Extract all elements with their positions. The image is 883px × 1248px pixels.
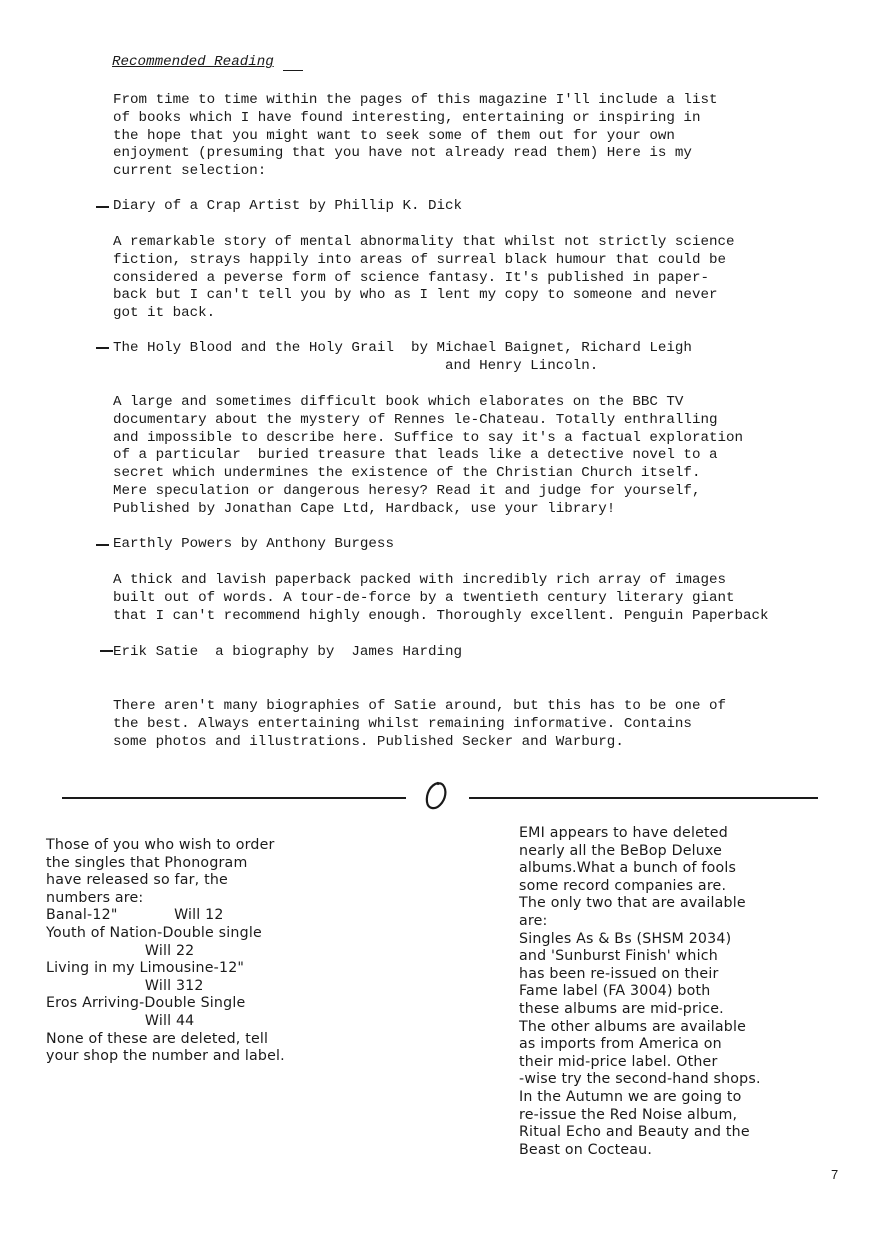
bullet-dash	[96, 206, 109, 208]
book-title: Earthly Powers by Anthony Burgess	[113, 536, 394, 552]
heading-underline	[283, 70, 303, 71]
book-title: The Holy Blood and the Holy Grail by Michael Baignet, Richard Leigh and Henry Lincoln.	[113, 340, 692, 374]
book-review: There aren't many biographies of Satie around, but this has to be one of the best. Always entertaining whilst remaining informative. Contains some photos and illustrations. Published Secker and Warburg.	[113, 698, 726, 750]
book-title: Erik Satie a biography by James Harding	[113, 644, 463, 660]
bullet-dash	[96, 347, 109, 349]
bullet-dash	[96, 544, 109, 546]
phonogram-singles-column: Those of you who wish to order the singles that Phonogram have released so far, the numbers are: Banal-12" Will 12 Youth of Nation-Double single Will 22 Living in my Limousine-12" Will 312 Eros Arriving-Double Single Will 44 None of these are deleted, tell your shop the number and label.	[46, 837, 285, 1065]
book-title: Diary of a Crap Artist by Phillip K. Dick	[113, 198, 463, 214]
bullet-dash	[100, 650, 113, 652]
section-heading: Recommended Reading	[112, 54, 274, 70]
hand-drawn-circle-icon	[424, 780, 448, 812]
intro-paragraph: From time to time within the pages of this magazine I'll include a list of books which I have found interesting, entertaining or inspiring in the hope that you might want to seek some of them out for your own enjoyment (presuming that you have not already read them) Here is my current selection:	[113, 92, 718, 180]
book-review: A large and sometimes difficult book which elaborates on the BBC TV documentary about the mystery of Rennes le-Chateau. Totally enthralling and impossible to describe here. Suffice to say it's a factual exploration of a particular buried treasure that leads like a detective novel to a secret which undermines the existence of the Christian Church itself. Mere speculation or dangerous heresy? Read it and judge for yourself, Published by Jonathan Cape Ltd, Hardback, use your library!	[113, 394, 744, 517]
divider-line-right	[469, 797, 818, 799]
book-review: A thick and lavish paperback packed with incredibly rich array of images built out of words. A tour-de-force by a twentieth century literary giant that I can't recommend highly enough. Thoroughly excellent. Penguin Paperback	[113, 572, 769, 624]
book-review: A remarkable story of mental abnormality that whilst not strictly science fiction, strays happily into areas of surreal black humour that could be considered a peverse form of science fantasy. It's published in paper- back but I can't tell you by who as I lent my copy to someone and never got it back.	[113, 234, 735, 322]
divider-line-left	[62, 797, 406, 799]
emi-bebop-column: EMI appears to have deleted nearly all the BeBop Deluxe albums.What a bunch of fools some record companies are. The only two that are available are: Singles As & Bs (SHSM 2034) and 'Sunburst Finish' which has been re-issued on their Fame label (FA 3004) both these albums are mid-price. The other albums are available as imports from America on their mid-price label. Other -wise try the second-hand shops. In the Autumn we are going to re-issue the Red Noise album, Ritual Echo and Beauty and the Beast on Cocteau.	[519, 825, 761, 1158]
page-number: 7	[831, 1167, 839, 1182]
